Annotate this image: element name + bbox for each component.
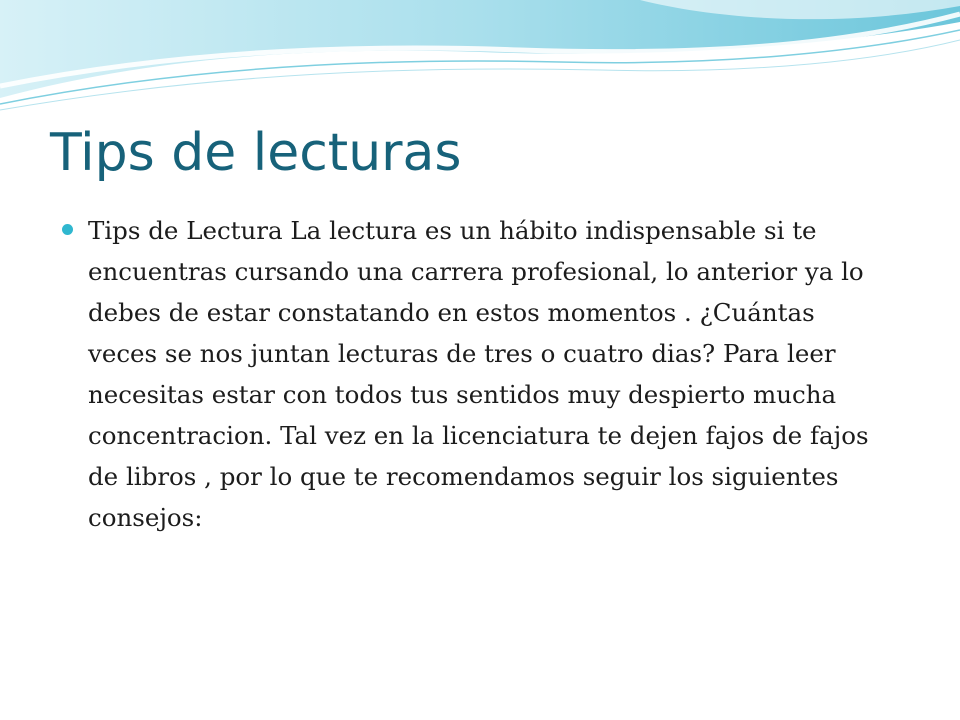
bullet-dot-icon	[62, 224, 73, 235]
header-wave-decoration	[0, 0, 960, 120]
list-item	[60, 210, 890, 538]
bullet-text: Tips de Lectura La lectura es un hábito indispensable si te encuentras cursando una carrera profesional, lo anterior ya lo debes de estar constatando en estos momentos . ¿Cuántas veces se nos juntan lecturas de tres o cuatro dias? Para leer necesitas estar con todos tus sentidos muy despierto mucha concentracion. Tal vez en la licenciatura te dejen fajos de fajos de libros , por lo que te recomendamos seguir los siguientes consejos:	[88, 216, 869, 532]
bullet-list	[60, 210, 890, 538]
slide-title: Tips de lecturas	[50, 123, 462, 183]
